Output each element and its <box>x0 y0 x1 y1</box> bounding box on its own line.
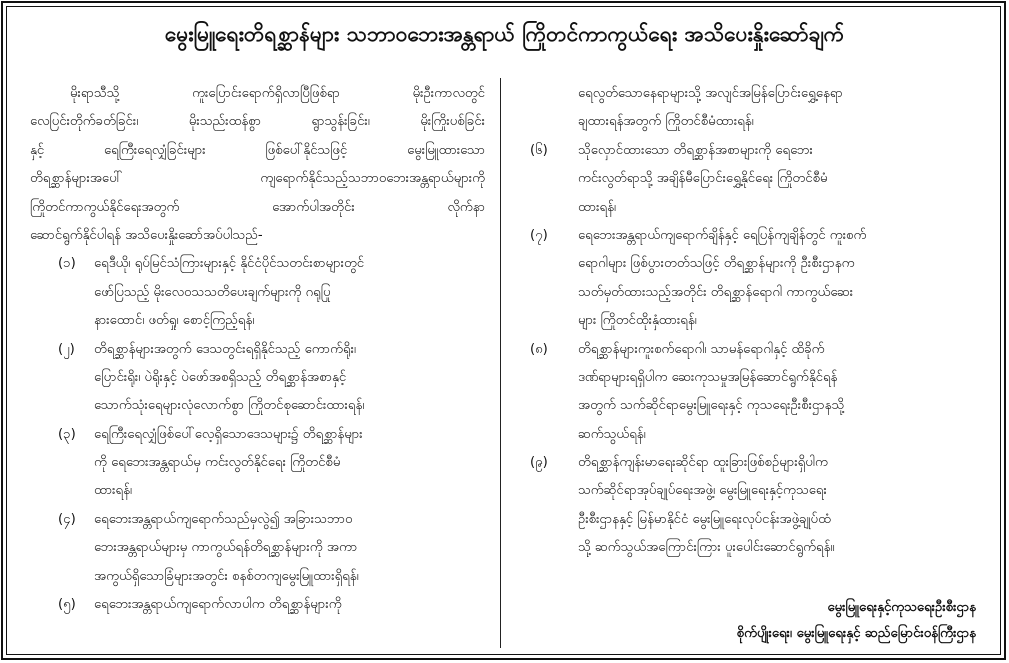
page-title: မွေးမြူရေးတိရစ္ဆာန်များ သဘာဝဘေးအန္တရာယ် ကြိုတင်ကာကွယ်ရေး အသိပေးနှိုးဆော်ချက် <box>164 22 845 46</box>
item-number: (၆) <box>530 142 548 158</box>
list-item <box>30 591 485 619</box>
item-text: ရောဂါများ ဖြစ်ပွားတတ်သဖြင့် တိရစ္ဆာန်များကို ဦးစီးဌာနက <box>578 256 855 272</box>
list-item <box>30 506 485 534</box>
item-text: ရေဘေးအန္တရာယ်ကျရောက်ချိန်နှင့် ရေပြန်ကျချိန်တွင် ကူးစက် <box>578 227 867 243</box>
item-text: ဆက်သွယ်ရန်၊ <box>578 426 646 442</box>
item-text: တိရစ္ဆာန်များအတွက် ဒေသတွင်းရရှိနိုင်သည့် ကောက်ရိုး၊ <box>94 341 356 357</box>
intro-line: မိုးရာသီသို့ ကူးပြောင်းရောက်ရှိလာပြီဖြစ်ရာ မိုးဦးကာလတွင် <box>70 86 485 101</box>
item-text: သတ်မှတ်ထားသည့်အတိုင်း တိရစ္ဆာန်ရောဂါ ကာကွယ်ဆေး <box>578 284 854 300</box>
item-text: ရေဘေးအန္တရာယ်ကျရောက်လာပါက တိရစ္ဆာန်များကို <box>94 597 342 613</box>
item-text: နားထောင်၊ ဖတ်ရှု၊ စောင့်ကြည့်ရန်၊ <box>94 313 255 329</box>
item-text: ရေလွတ်သောနေရာများသို့ အလျင်အမြန်ပြောင်းရွှေ့နေရာ <box>578 86 843 101</box>
item-number: (၅) <box>58 597 76 613</box>
item-number: (၁) <box>58 256 76 272</box>
list-item <box>30 250 485 278</box>
left-column <box>30 80 485 619</box>
item-text: ဦးစီးဌာနနှင့် မြန်မာနိုင်ငံ မွေးမြူရေးလုပ်ငန်းအဖွဲ့ချုပ်ထံ <box>578 511 831 527</box>
item-number: (၈) <box>530 341 548 357</box>
item-text: ဘေးအန္တရာယ်များမှ ကာကွယ်ရန်တိရစ္ဆာန်များကို အကာ <box>94 540 358 556</box>
signature-ministry: စိုက်ပျိုးရေး၊ မွေးမြူရေးနှင့် ဆည်မြောင်းဝန်ကြီးဌာန <box>736 626 976 641</box>
item-text: ဒဏ်ရာများရရှိပါက ဆေးကုသမှုအမြန်ဆောင်ရွက်နိုင်ရန် <box>578 369 838 385</box>
item-number: (၉) <box>530 455 548 471</box>
item-number: (၃) <box>58 426 76 442</box>
item-text: ဖော်ပြသည့် မိုးလေဝသသတိပေးချက်များကို ဂရုပြု <box>94 284 331 300</box>
item-text: ပြောင်းရိုး၊ ပဲရိုးနှင့် ပဲဖော်အစရှိသည့် တိရစ္ဆာန်အစာနှင့် <box>94 369 347 385</box>
item-text: သိုလှောင်ထားသော တိရစ္ဆာန်အစာများကို ရေဘေး <box>578 142 813 158</box>
intro-line: နှင့် ရေကြီးရေလျှံခြင်းများ ဖြစ်ပေါ်နိုင်သဖြင့် မွေးမြူထားသော <box>30 142 485 158</box>
item-text: သောက်သုံးရေများလုံလောက်စွာ ကြိုတင်စုဆောင်းထားရန်၊ <box>94 398 365 414</box>
item-text: ထားရန်၊ <box>578 199 617 215</box>
list-item <box>30 421 485 449</box>
intro-line: လေပြင်းတိုက်ခတ်ခြင်း၊ မိုးသည်းထန်စွာ ရွာသွန်းခြင်း၊ မိုးကြိုးပစ်ခြင်း <box>30 114 485 130</box>
column-divider <box>500 78 501 648</box>
item-text: ရေဒီယို၊ ရုပ်မြင်သံကြားများနှင့် နိုင်ငံပိုင်သတင်းစာများတွင် <box>94 256 365 272</box>
item-text: တိရစ္ဆာန်များကူးစက်ရောဂါ၊ သာမန်ရောဂါနှင့် ထိခိုက် <box>578 341 825 357</box>
item-number: (၂) <box>58 341 75 357</box>
item-text: ရေဘေးအန္တရာယ်ကျရောက်သည်မှလွဲ၍ အခြားသဘာဝ <box>94 511 353 527</box>
right-column <box>518 80 976 563</box>
item-text: တိရစ္ဆာန်ကျန်းမာရေးဆိုင်ရာ ထူးခြားဖြစ်စဉ်များရှိပါက <box>578 455 828 471</box>
item-text: များ ကြိုတင်ထိုးနှံထားရန်၊ <box>578 313 697 329</box>
list-item <box>518 336 976 364</box>
item-text: အတွက် သက်ဆိုင်ရာမွေးမြူရေးနှင့် ကုသရေးဦးစီးဌာနသို့ <box>578 398 845 414</box>
item-text: အကွယ်ရှိသောခြံများအတွင်း စနစ်တကျမွေးမြူထားရှိရန်၊ <box>94 568 359 584</box>
intro-line: ဆောင်ရွက်နိုင်ပါရန် အသိပေးနှိုးဆော်အပ်ပါသည်- <box>30 227 263 243</box>
item-text: ထားရန်၊ <box>94 483 133 499</box>
list-item <box>518 137 976 165</box>
list-item <box>518 222 976 250</box>
item-text: ကင်းလွတ်ရာသို့ အချိန်မီပြောင်းရွှေ့နိုင်ရေး ကြိုတင်စီမံ <box>578 171 828 187</box>
intro-line: တိရစ္ဆာန်များအပေါ် ကျရောက်နိုင်သည့်သဘာဝဘေးအန္တရာယ်များကို <box>30 171 485 187</box>
list-item <box>518 449 976 477</box>
item-text: သက်ဆိုင်ရာအုပ်ချုပ်ရေးအဖွဲ့၊ မွေးမြူရေးနှင့်ကုသရေး <box>578 483 827 499</box>
signature-department: မွေးမြူရေးနှင့်ကုသရေးဦးစီးဌာန <box>827 600 976 615</box>
item-number: (၇) <box>530 227 548 243</box>
intro-line: ကြိုတင်ကာကွယ်နိုင်ရေးအတွက် အောက်ပါအတိုင်း လိုက်နာ <box>30 199 485 215</box>
item-text: ရေကြီးရေလျှံဖြစ်ပေါ်လေ့ရှိသောဒေသများ၌ တိရစ္ဆာန်များ <box>94 426 363 442</box>
item-text: သို့ ဆက်သွယ်အကြောင်းကြား ပူးပေါင်းဆောင်ရွက်ရန်။ <box>578 540 835 556</box>
list-item <box>30 336 485 364</box>
item-text: ကို ရေဘေးအန္တရာယ်မှ ကင်းလွတ်နိုင်ရေး ကြိုတင်စီမံ <box>94 455 341 471</box>
item-text: ချထားရန်အတွက် ကြိုတင်စီမံထားရန်၊ <box>578 114 754 130</box>
item-number: (၄) <box>58 511 76 527</box>
